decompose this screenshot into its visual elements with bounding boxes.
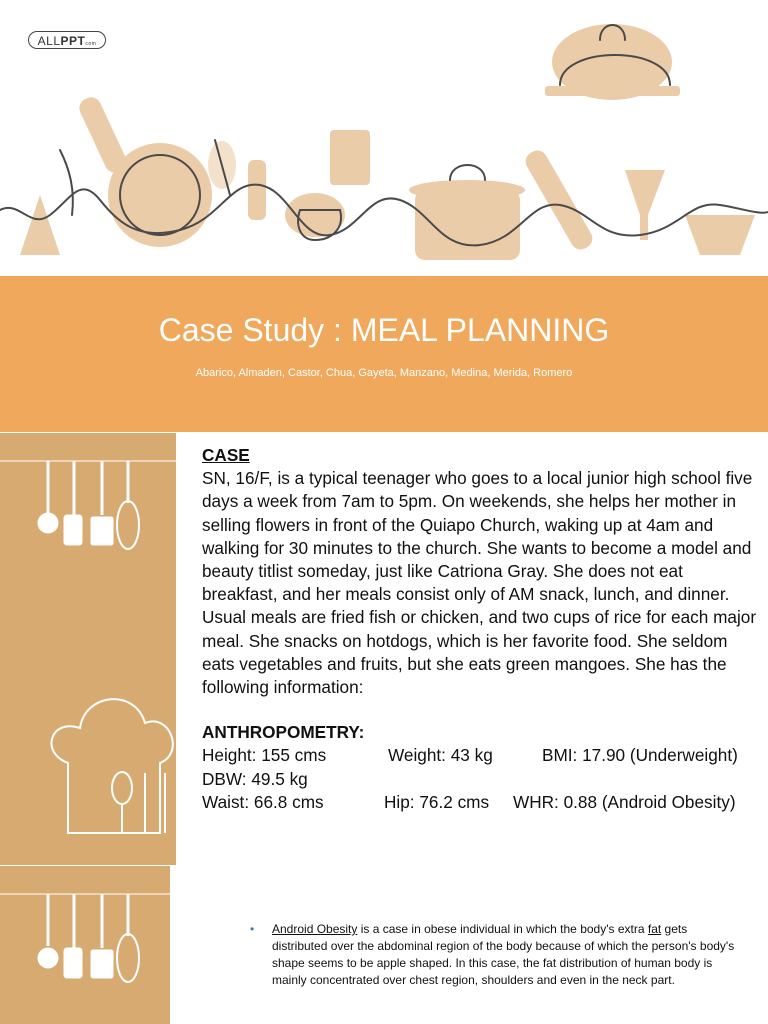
fat-term: fat [647, 922, 662, 936]
case-text: SN, 16/F, is a typical teenager who goes to a local junior high school five days a week from 7am to 5pm. On weekends, she helps her mother in selling flowers in front of the Quiapo Church, waking up at 4am and walking for 30 minutes to the church. She wants to become a model and beauty titlist someday, just like Catriona Gray. She does not eat breakfast, and her meals consist only of AM snack, lunch, and dinner. Usual meals are fried fish or chicken, and two cups of rice for each major meal. She snacks on hotdogs, which is her favorite food. She seldom eats vegetables and fruits, but she eats green mangoes. She has the following information: [202, 468, 757, 698]
anthropometry-heading: ANTHROPOMETRY: [202, 722, 365, 743]
height-value: Height: 155 cms [202, 745, 327, 766]
utensils-icon [0, 433, 176, 865]
note-text-1: is a case in obese individual in which the body's extra [357, 922, 648, 936]
bmi-value: BMI: 17.90 (Underweight) [542, 745, 738, 766]
android-obesity-note [250, 921, 736, 989]
utensil-side-panel [0, 433, 176, 865]
note-text-2: gets distributed over the abdominal region of the body because of which the person's body's shape seems to be apple shaped. In this case, the fat distribution of human body is mainly concentrated over chest region, shoulders and even in the neck part. [272, 922, 735, 987]
case-content [202, 444, 762, 814]
whr-value: WHR: 0.88 (Android Obesity) [513, 791, 736, 812]
bullet-icon: • [250, 922, 255, 936]
anthro-row-3 [202, 791, 762, 814]
slide-title: Case Study : MEAL PLANNING [158, 312, 610, 348]
dbw-value: DBW: 49.5 kg [202, 768, 308, 789]
android-obesity-term: Android Obesity [272, 922, 358, 936]
authors-list: Abarico, Almaden, Castor, Chua, Gayeta, Manzano, Medina, Merida, Romero [195, 367, 573, 379]
title-banner [0, 276, 768, 432]
logo-prefix: ALL [37, 34, 61, 48]
kitchen-illustration [0, 0, 768, 276]
logo-mark: com [85, 41, 97, 47]
waist-value: Waist: 66.8 cms [202, 791, 324, 812]
utensil-side-panel-bottom [0, 866, 170, 1024]
utensils-icon-bottom [0, 866, 170, 1024]
anthro-row-1 [202, 744, 762, 767]
logo-suffix: PPT [60, 34, 86, 48]
case-heading: CASE [202, 445, 250, 465]
weight-value: Weight: 43 kg [388, 745, 493, 766]
hip-value: Hip: 76.2 cms [384, 791, 490, 812]
